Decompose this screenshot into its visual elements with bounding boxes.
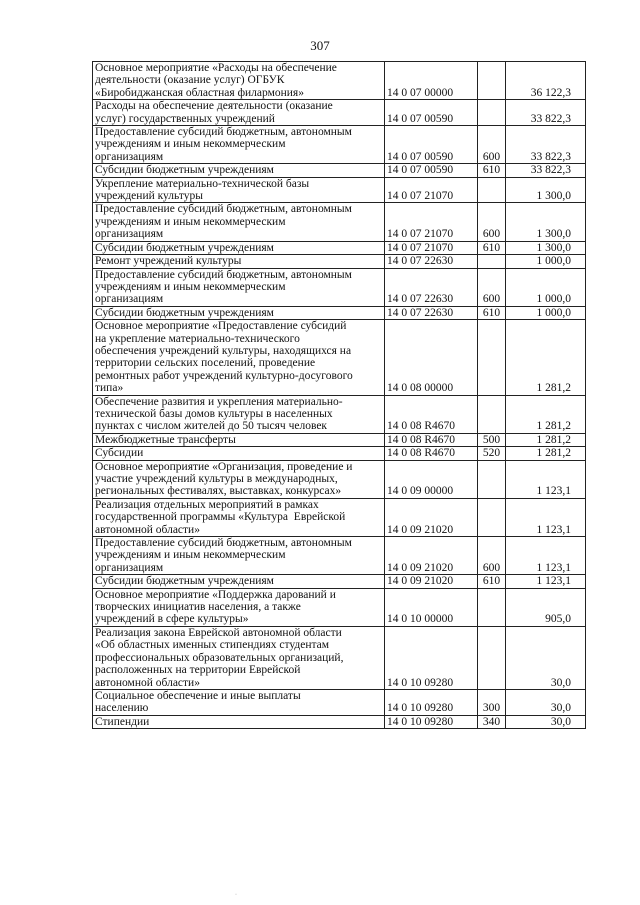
table-row (93, 268, 586, 306)
row-code: 14 0 07 00000 (385, 62, 478, 100)
row-name: Обеспечение развития и укрепления материально- технической базы домов культуры в населенных пунктах с числом жителей до 50 тысяч человек (93, 395, 385, 433)
row-code: 14 0 08 00000 (385, 320, 478, 395)
row-vr (478, 395, 506, 433)
table-row (93, 241, 586, 254)
row-vr: 610 (478, 164, 506, 177)
row-code: 14 0 09 21020 (385, 498, 478, 536)
table-row (93, 126, 586, 164)
row-code: 14 0 10 00000 (385, 588, 478, 626)
row-sum: 33 822,3 (506, 164, 586, 177)
row-name: Предоставление субсидий бюджетным, автономным учреждениям и иным некоммерческим организациям (93, 537, 385, 575)
row-name: Основное мероприятие «Организация, проведение и участие учреждений культуры в международных, региональных фестивалях, выставках, конкурсах» (93, 460, 385, 498)
row-vr (478, 100, 506, 126)
row-code: 14 0 10 09280 (385, 626, 478, 689)
row-sum: 1 000,0 (506, 306, 586, 319)
row-name: Расходы на обеспечение деятельности (оказание услуг) государственных учреждений (93, 100, 385, 126)
table-row (93, 62, 586, 100)
row-sum: 1 123,1 (506, 537, 586, 575)
row-sum: 1 281,2 (506, 320, 586, 395)
row-name: Субсидии (93, 447, 385, 460)
table-row (93, 689, 586, 715)
table-row (93, 498, 586, 536)
row-sum: 1 300,0 (506, 203, 586, 241)
row-name: Субсидии бюджетным учреждениям (93, 306, 385, 319)
row-code: 14 0 07 00590 (385, 100, 478, 126)
scan-mark: · (235, 892, 237, 898)
row-vr (478, 320, 506, 395)
row-name: Основное мероприятие «Расходы на обеспечение деятельности (оказание услуг) ОГБУК «Биробиджанская областная филармония» (93, 62, 385, 100)
row-code: 14 0 07 22630 (385, 268, 478, 306)
row-code: 14 0 07 22630 (385, 255, 478, 268)
row-vr (478, 177, 506, 203)
row-code: 14 0 07 00590 (385, 126, 478, 164)
row-sum: 1 281,2 (506, 395, 586, 433)
row-name: Субсидии бюджетным учреждениям (93, 164, 385, 177)
row-code: 14 0 07 21070 (385, 177, 478, 203)
row-code: 14 0 08 R4670 (385, 433, 478, 446)
table-row (93, 100, 586, 126)
row-sum: 33 822,3 (506, 100, 586, 126)
row-vr: 610 (478, 575, 506, 588)
row-sum: 1 123,1 (506, 575, 586, 588)
row-vr: 600 (478, 203, 506, 241)
table-row (93, 588, 586, 626)
table-row (93, 433, 586, 446)
page-number: 307 (310, 38, 330, 53)
table-row (93, 537, 586, 575)
row-name: Предоставление субсидий бюджетным, автономным учреждениям и иным некоммерческим организациям (93, 203, 385, 241)
row-sum: 1 000,0 (506, 268, 586, 306)
row-vr: 600 (478, 126, 506, 164)
row-code: 14 0 08 R4670 (385, 395, 478, 433)
table-row (93, 320, 586, 395)
row-sum: 1 300,0 (506, 177, 586, 203)
row-sum: 30,0 (506, 689, 586, 715)
row-vr: 500 (478, 433, 506, 446)
row-sum: 30,0 (506, 626, 586, 689)
row-vr: 600 (478, 537, 506, 575)
row-sum: 905,0 (506, 588, 586, 626)
row-code: 14 0 08 R4670 (385, 447, 478, 460)
table-row (93, 306, 586, 319)
row-name: Основное мероприятие «Предоставление субсидий на укрепление материально-технического обеспечения учреждений культуры, находящихся на территории сельских поселений, проведение ремонтных работ учреждений культурно-досугового типа» (93, 320, 385, 395)
row-code: 14 0 09 21020 (385, 537, 478, 575)
row-vr: 300 (478, 689, 506, 715)
row-sum: 1 300,0 (506, 241, 586, 254)
row-sum: 36 122,3 (506, 62, 586, 100)
row-sum: 33 822,3 (506, 126, 586, 164)
row-sum: 1 281,2 (506, 447, 586, 460)
row-name: Межбюджетные трансферты (93, 433, 385, 446)
row-code: 14 0 07 21070 (385, 241, 478, 254)
row-vr: 520 (478, 447, 506, 460)
row-vr (478, 588, 506, 626)
row-vr: 610 (478, 241, 506, 254)
row-name: Укрепление материально-технической базы учреждений культуры (93, 177, 385, 203)
row-sum: 1 123,1 (506, 460, 586, 498)
row-vr (478, 460, 506, 498)
row-sum: 1 000,0 (506, 255, 586, 268)
row-vr: 600 (478, 268, 506, 306)
budget-table (92, 61, 586, 729)
table-row (93, 203, 586, 241)
row-name: Предоставление субсидий бюджетным, автономным учреждениям и иным некоммерческим организациям (93, 268, 385, 306)
table-row (93, 447, 586, 460)
row-name: Предоставление субсидий бюджетным, автономным учреждениям и иным некоммерческим организациям (93, 126, 385, 164)
table-row (93, 177, 586, 203)
table-row (93, 715, 586, 728)
table-row (93, 460, 586, 498)
table-row (93, 575, 586, 588)
row-name: Субсидии бюджетным учреждениям (93, 241, 385, 254)
table-row (93, 255, 586, 268)
row-code: 14 0 07 22630 (385, 306, 478, 319)
row-sum: 30,0 (506, 715, 586, 728)
table-row (93, 626, 586, 689)
row-name: Основное мероприятие «Поддержка дарований и творческих инициатив населения, а также учреждений в сфере культуры» (93, 588, 385, 626)
row-code: 14 0 07 21070 (385, 203, 478, 241)
table-row (93, 164, 586, 177)
row-vr (478, 255, 506, 268)
row-code: 14 0 10 09280 (385, 689, 478, 715)
table-row (93, 395, 586, 433)
row-sum: 1 123,1 (506, 498, 586, 536)
row-code: 14 0 09 21020 (385, 575, 478, 588)
row-code: 14 0 07 00590 (385, 164, 478, 177)
row-name: Ремонт учреждений культуры (93, 255, 385, 268)
row-sum: 1 281,2 (506, 433, 586, 446)
row-vr (478, 62, 506, 100)
row-code: 14 0 09 00000 (385, 460, 478, 498)
row-code: 14 0 10 09280 (385, 715, 478, 728)
row-name: Реализация отдельных мероприятий в рамках государственной программы «Культура Еврейской автономной области» (93, 498, 385, 536)
row-vr: 340 (478, 715, 506, 728)
row-name: Социальное обеспечение и иные выплаты населению (93, 689, 385, 715)
row-vr (478, 626, 506, 689)
row-name: Стипендии (93, 715, 385, 728)
row-vr: 610 (478, 306, 506, 319)
row-name: Реализация закона Еврейской автономной области «Об областных именных стипендиях студентам профессиональных образовательных организаций, расположенных на территории Еврейской автономной области» (93, 626, 385, 689)
row-vr (478, 498, 506, 536)
row-name: Субсидии бюджетным учреждениям (93, 575, 385, 588)
